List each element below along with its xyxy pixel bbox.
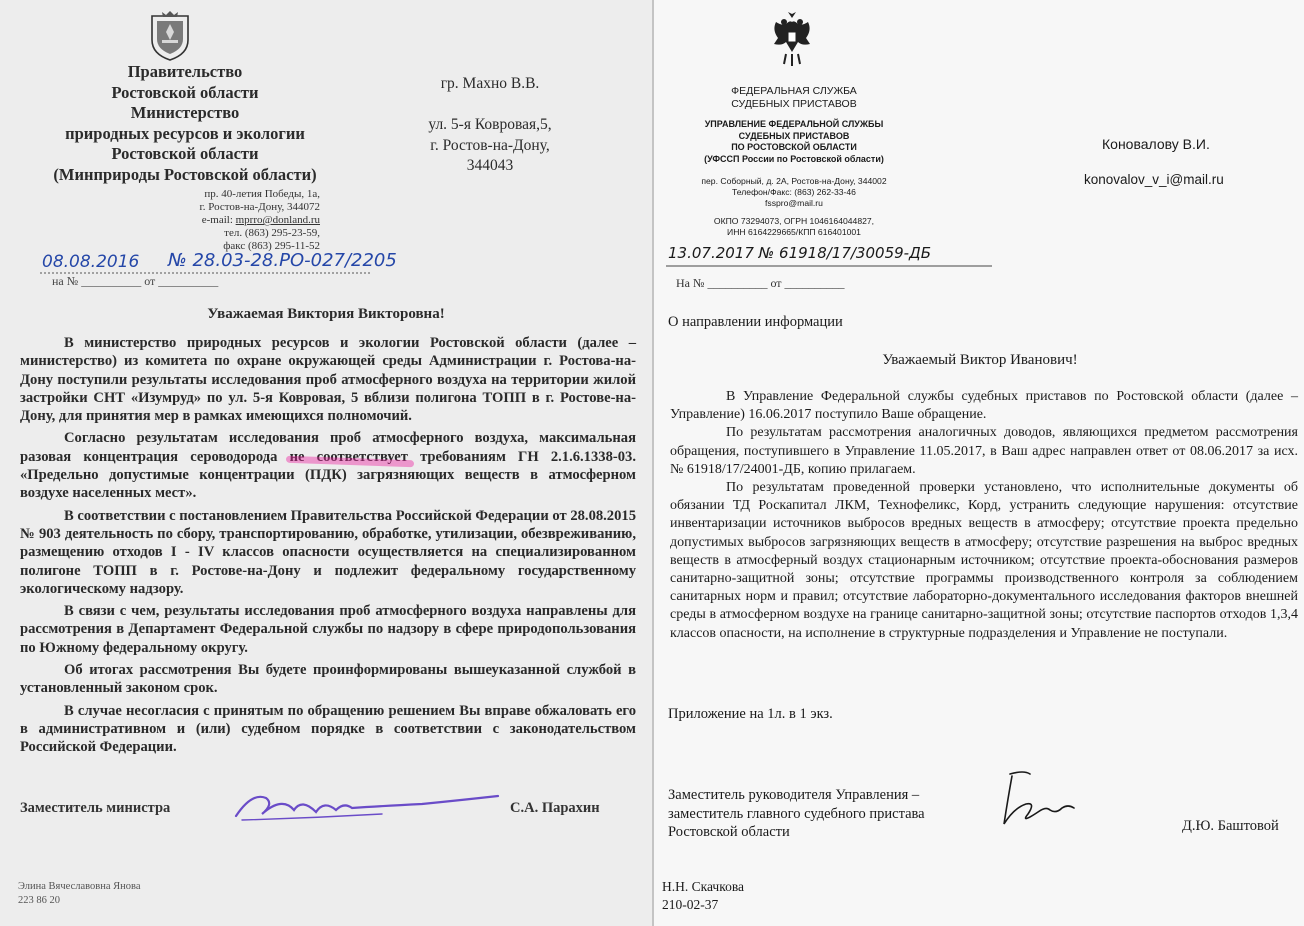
greeting: Уважаемая Виктория Викторовна!: [207, 306, 445, 322]
registration-number: № 28.03-28.РО-027/2205: [168, 250, 397, 271]
address-line: г. Ростов-на-Дону, 344072: [199, 201, 320, 213]
email-label: e-mail:: [201, 214, 236, 226]
recipient-line: гр. Махно В.В.: [440, 75, 540, 92]
org-line: (Минприроды Ростовской области): [53, 164, 317, 184]
recipient-name: Коновалову В.И.: [1102, 136, 1210, 152]
registration-underline: [666, 264, 996, 268]
fax-line: факс (863) 295-11-52: [223, 240, 320, 252]
recipient-line: [395, 95, 585, 116]
email-link[interactable]: mprro@donland.ru: [235, 214, 320, 226]
ids-line: ОКПО 73294073, ОГРН 1046164044827,: [713, 216, 875, 226]
org-line: Ростовской области: [111, 144, 259, 163]
executor-info: [18, 880, 141, 908]
org-line: ФЕДЕРАЛЬНАЯ СЛУЖБА: [731, 85, 857, 97]
contact-line: пер. Соборный, д. 2А, Ростов-на-Дону, 344002: [701, 176, 887, 186]
sender-organization: [20, 62, 350, 185]
signer-name: С.А. Парахин: [510, 800, 600, 816]
phone-line: тел. (863) 295-23-59,: [224, 227, 320, 239]
ids-block: [684, 216, 904, 238]
org-line: Ростовской области: [111, 82, 259, 102]
registration-date: 08.08.2016: [42, 252, 140, 272]
address-line: пр. 40-летия Победы, 1а,: [204, 188, 320, 200]
org-line: Министерство: [130, 103, 240, 122]
sender-organization: [684, 85, 904, 238]
greeting: Уважаемый Виктор Иванович!: [882, 352, 1078, 368]
executor-phone: 210-02-37: [662, 897, 719, 912]
attachment-note: Приложение на 1л. в 1 экз.: [668, 706, 833, 722]
paragraph: Об итогах рассмотрения Вы будете проинформированы вышеуказанной службой в установленный законом срок.: [20, 662, 636, 697]
recipient-line: 344043: [466, 157, 514, 174]
org-line: (УФССП России по Ростовской области): [704, 153, 884, 164]
recipient-line: г. Ростов-на-Дону,: [430, 136, 550, 154]
paragraph: В связи с чем, результаты исследования проб атмосферного воздуха направлены для рассмотрения в Департамент Федеральной службы по надзору в сфере природопользования по Южному федеральному округу.: [20, 603, 636, 656]
ids-line: ИНН 6164229665/КПП 616401001: [727, 227, 861, 237]
paragraph: В Управление Федеральной службы судебных приставов по Ростовской области (далее – Управление) 16.06.2017 поступило Ваше обращение.: [670, 389, 1298, 423]
signer-title: Заместитель министра: [20, 800, 171, 816]
signer-title-line: Заместитель руководителя Управления –: [668, 787, 920, 803]
paragraph-text: Согласно результатам исследования проб атмосферного воздуха, максимальная разовая концентрация сероводорода: [20, 430, 636, 465]
org-line: природных ресурсов и экологии: [65, 123, 305, 143]
executor-info: [662, 878, 744, 914]
org-line: СУДЕБНЫХ ПРИСТАВОВ: [738, 130, 850, 141]
signer-title: [668, 786, 988, 842]
contact-line: Телефон/Факс: (863) 262-33-46: [732, 187, 856, 197]
paragraph: [20, 429, 636, 502]
executor-name: Н.Н. Скачкова: [662, 879, 745, 894]
signer-name: Д.Ю. Баштовой: [1182, 818, 1279, 834]
org-line: УПРАВЛЕНИЕ ФЕДЕРАЛЬНОЙ СЛУЖБЫ: [704, 119, 884, 129]
executor-name: Элина Вячеславовна Янова: [18, 881, 141, 892]
recipient-line: ул. 5-я Ковровая,5,: [428, 116, 552, 133]
signer-title-line: заместитель главного судебного пристава: [668, 805, 925, 822]
org-line: Правительство: [127, 62, 243, 81]
sender-address: [40, 188, 320, 253]
reply-to-line: На № __________ от __________: [676, 276, 845, 290]
rostov-coat-of-arms-emblem: [148, 10, 192, 62]
executor-phone: 223 86 20: [18, 895, 60, 906]
contact-line[interactable]: fsspro@mail.ru: [765, 198, 823, 208]
paragraph: По результатам рассмотрения аналогичных доводов, являющихся предметом рассмотрения обращения, поступившего в Управление 11.05.2017, в Ваш адрес направлен ответ от 08.06.2017 за исх. № 61918/17/24001-ДБ, копию прилагаем.: [670, 425, 1298, 477]
recipient-block: [395, 74, 585, 177]
subject-line: О направлении информации: [668, 314, 843, 330]
org-subunit: [684, 119, 904, 165]
letter-body: [670, 388, 1298, 643]
org-line: ПО РОСТОВСКОЙ ОБЛАСТИ: [731, 142, 857, 152]
letter-body: [20, 334, 636, 761]
highlighted-text: не соответствует: [289, 448, 408, 465]
paragraph-text: требованиям ГН 2.1.6.1338-03. «Предельно допустимые концентрации (ПДК) загрязняющих веществ в атмосферном воздухе населенных мест».: [20, 448, 636, 502]
email-line: [40, 214, 320, 227]
paragraph: В соответствии с постановлением Правительства Российской Федерации от 28.08.2015 № 903 деятельность по сбору, транспортированию, обработке, утилизации, обезвреживанию, размещению отходов I - IV классов опасности осуществляется на специализированном полигоне ТОПП в г. Ростове-на-Дону и подлежит федеральному государственному экологическому надзору.: [20, 507, 636, 597]
contact-block: [684, 176, 904, 209]
russian-eagle-emblem: [766, 8, 818, 70]
signer-title-line: Ростовской области: [668, 824, 790, 840]
right-letter: [652, 0, 1304, 926]
recipient-email[interactable]: konovalov_v_i@mail.ru: [1084, 172, 1224, 187]
handwritten-signature: [990, 768, 1080, 832]
handwritten-signature: [232, 786, 502, 826]
org-line: СУДЕБНЫХ ПРИСТАВОВ: [731, 98, 857, 110]
paragraph: По результатам проведенной проверки установлено, что исполнительные документы об обязании ТД Роскапитал ЛКМ, Технофеликс, Корд, устранить следующие нарушения: отсутствие инвентаризации источников выбросов вредных веществ в атмосферу; отсутствие проекта предельно допустимых выбросов загрязняющих веществ в атмосферу; отсутствие разрешения на выброс вредных веществ в атмосферный воздух стационарным источником; отсутствие проекта-обоснования размеров санитарно-защитной зоны; отсутствие программы производственного контроля за соблюдением санитарных норм и правил; отсутствие лабораторно-документального исследования факторов внешней среды в атмосферном воздухе на границе санитарно-защитной зоны; отсутствие паспортов отходов 1,3,4 классов опасности, на исполнение в структурные подразделения и Управление не поступали.: [670, 480, 1298, 641]
reply-to-line: на № __________ от __________: [52, 274, 219, 288]
registration-line: 13.07.2017 № 61918/17/30059-ДБ: [668, 244, 932, 262]
paragraph: В случае несогласия с принятым по обращению решением Вы вправе обжаловать его в административном и (или) судебном порядке в соответствии с законодательством Российской Федерации.: [20, 702, 636, 756]
paragraph: В министерство природных ресурсов и экологии Ростовской области (далее – министерство) из комитета по охране окружающей среды Администрации г. Ростова-на-Дону поступили результаты исследования проб атмосферного воздуха на территории жилой застройки СНТ «Изумруд» по ул. 5-я Ковровая, 5 вблизи полигона ТОПП в г. Ростове-на-Дону, для принятия мер в рамках имеющихся полномочий.: [20, 335, 636, 425]
